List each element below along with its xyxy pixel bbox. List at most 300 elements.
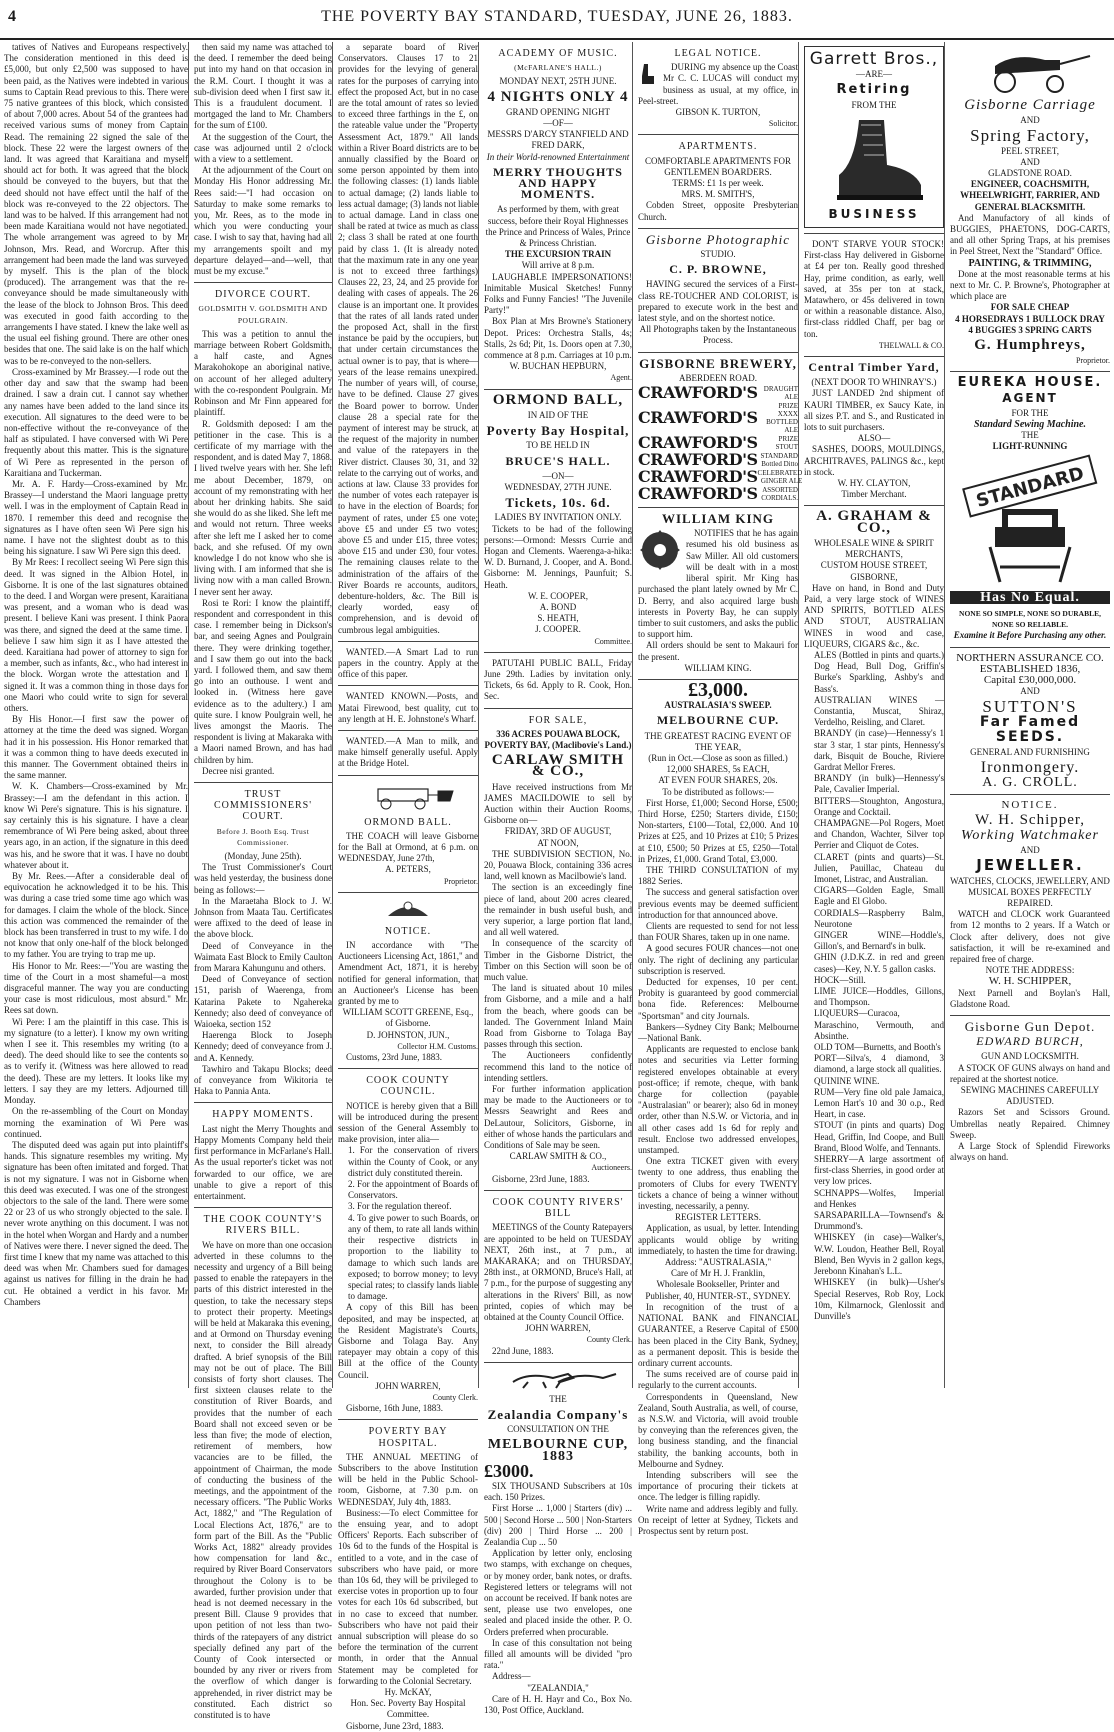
ad-signature: W. BUCHAN HEPBURN,	[509, 361, 607, 372]
ad-text: WATCHES, CLOCKS, JEWELLERY, AND MUSICAL BOXES PERFECTLY REPAIRED.	[950, 875, 1110, 908]
ad-banner: SEEDS.	[995, 728, 1065, 745]
ad-date: Gisborne, 16th June, 1883.	[346, 1403, 443, 1414]
ad-banner: Zealandia Company's	[487, 1406, 629, 1422]
ad-signature-title: Solicitor.	[768, 119, 798, 129]
ad-text: Standard Sewing Machine.	[974, 419, 1086, 431]
ad-text: First Horse, £1,000; Second Horse, £500; Third Horse, £250; Starters divide, £150; Non-starters, £100—Total, £2,000. And 10 Prizes at £25, and 10 Prizes at £10; 5 Prizes at £10, £500; 50 Prizes at £5, £250—Total in Prizes, £1,000. Grand Total, £3,000.	[638, 797, 798, 864]
list-item: 4. To give power to such Boards, or any of them, to rate all lands within their respective districts in proportion to the liability to damage to which such lands are exposed; to borrow money; to levy special rates; to classify lands liable to damage.	[348, 1212, 478, 1302]
sewing-machine-illustration-icon	[955, 457, 1105, 587]
newspaper-columns	[0, 42, 1114, 1731]
ad-text: FOR SALE CHEAP	[990, 302, 1070, 313]
classified-ad: WANTED.—A Smart Lad to run papers in the country. Apply at the office of this paper.	[338, 646, 478, 680]
ad-signature-title: County Clerk.	[586, 1335, 632, 1345]
divider	[338, 730, 478, 731]
ad-banner: Tickets, 10s. 6d.	[505, 495, 611, 511]
ad-text: Have on hand, in Bond and Duty Paid, a very large stock of WINES AND SPIRITS, BOTTLED ALES AND STOUT, AUSTRALIAN WINES in wood and case, LIQUEURS, CIGARS &c., &c.	[804, 582, 944, 649]
ad-text: All Photographs taken by the Instantaneous Process.	[639, 324, 797, 346]
classified-ad: PATUTAHI PUBLIC BALL, Friday June 29th. Ladies by invitation only. Tickets, 6s 6d. Apply to R. Cook, Hon. Sec.	[484, 657, 632, 702]
ad-text: PAINTING, & TRIMMING,	[968, 257, 1092, 269]
ad-text: The Auctioneers confidently recommend this land to the notice of intending settlers.	[484, 1050, 632, 1083]
ad-banner: Has No Equal.	[950, 591, 1110, 604]
ad-text: ALSO—	[857, 433, 891, 444]
ad-text: A good secures FOUR chances—not one only. The right of declining any particular subscription is reserved.	[638, 943, 798, 976]
ad-text: W. H. SCHIPPER,	[988, 975, 1072, 988]
ad-text: Wholesale Bookseller, Printer and Publisher, 40, HUNTER-ST., SYDNEY.	[645, 1279, 791, 1301]
ad-text: Application by letter only, enclosing two stamps, with exchange on cheques, or by money order, bank notes, or drafts. Registered letters or telegrams will not on account be received. If bank notes are sent, please use two envelopes, one sealed and placed inside the other. P. O. Orders preferred when procurable.	[484, 1548, 632, 1637]
ad-text: A Large Stock of Splendid Fireworks always on hand.	[950, 1141, 1110, 1163]
list-item: AUSTRALIAN WINES — Constantia, Muscat, Shiraz, Verdelho, Reisling, and Claret.	[814, 694, 944, 728]
list-item: CIGARS—Golden Eagle, Small Eagle and El Globo.	[814, 885, 944, 907]
committee-member: W. E. COOPER,	[528, 590, 588, 601]
ad-text: GUN AND LOCKSMITH.	[981, 1051, 1079, 1062]
ad-text: The land is situated about 10 miles from Gisborne, and a mile and a half from the beach, where goods can be landed. The Government Inland Main Road from Gisborne to Tolaga Bay passes through this section.	[484, 983, 632, 1050]
list-item: OLD TOM—Burnetts, and Booth's	[814, 1042, 941, 1053]
article-paragraph: (Monday, June 25th).	[224, 851, 302, 862]
divider	[194, 1102, 332, 1103]
ad-text: —ON—	[542, 470, 574, 481]
ad-text: AND	[1020, 115, 1040, 126]
committee-member: A. BOND	[539, 601, 577, 612]
ad-text: DON'T STARVE YOUR STOCK! First-class Hay delivered in Gisborne at £4 per ton. Really good threshed Hay, prime condition, as early, well saved, at 35s per ton at stack, Matawhero, or 45s delivered in town or within a reasonable distance. Also, first-class riddled Chaff, per bag or ton.	[804, 239, 944, 339]
divider	[950, 371, 1110, 372]
ad-text: MONDAY NEXT, 25TH JUNE.	[499, 76, 617, 87]
ad-signature-title: Collector H.M. Customs.	[397, 1041, 478, 1051]
ad-text: Box Plan at Mrs Browne's Stationery Depot. Prices: Orchestra Stalls, 4s; Stalls, 2s 6d; Pit, 1s. Doors open at 7.30, commence at 8 p.m. Carriages at 10 p.m.	[484, 316, 632, 361]
ad-text: In case of this consultation not being filled all amounts will be divided "pro rata."	[484, 1637, 632, 1671]
ad-text: Address: "AUSTRALASIA,"	[664, 1257, 772, 1268]
article-paragraph: By Mr. Rees.—After a considerable deal of equivocation he acknowledged it to be his. This was during a case tried some time ago which was for damages. I claim the whole of the block. Since this action was commenced the remainder of the block has been transferred in trust to my wife. I do not know that only one-half of the block belonged to my father. You are trying to trap me up.	[4, 871, 188, 960]
article-paragraph: On the re-assembling of the Court on Monday morning the examination of Wi Pere was continued.	[4, 1106, 188, 1139]
article-paragraph: His Honor to Mr. Rees:—"You are wasting the time of the Court in a most shameful—a most disgraceful manner. The way you are conducting your case is most ridiculous, most absurd." Mr. Rees sat down.	[4, 960, 188, 1016]
section-subheading: Before J. Booth Esq. Trust Commissioner.	[216, 826, 310, 847]
list-item: WHISKEY (in case)—Walker's, W.W. Loudon, Heather Bell, Royal Blend, Ben Wyvis in 2 gallon kegs, Jerebonn Kinahan's L.L.	[814, 1232, 944, 1277]
ad-text: NOTICE is hereby given that a Bill will be introduced during the present session of the General Assembly to make provision, inter alia—	[338, 1100, 478, 1145]
ad-text: —ARE—	[856, 69, 892, 80]
ad-signature: Hy. McKAY,	[384, 1687, 432, 1698]
ad-text: AND	[1020, 156, 1040, 167]
ad-text: FRIDAY, 3RD OF AUGUST,	[504, 826, 612, 837]
racehorse-icon	[498, 1368, 618, 1390]
article-paragraph: Decree nisi granted.	[202, 765, 275, 776]
ad-text: GENERAL AND FURNISHING	[970, 746, 1090, 757]
ad-banner: AGENT	[1002, 390, 1058, 405]
classified-ad: WANTED.—A Man to milk, and make himself generally useful. Apply at the Bridge Hotel.	[338, 735, 478, 769]
ad-text: In recognition of the trust of a NATIONAL BANK and FINANCIAL GUARANTEE, a Reserve Capital of £500 has been placed in the City Bank, Sydney, as a permanent deposit. This is beside the ordinary current accounts.	[638, 1301, 798, 1368]
ad-text: Razors Set and Scissors Ground. Umbrellas neatly Repaired. Chimney Sweep.	[950, 1107, 1110, 1140]
ad-signature-title: Timber Merchant.	[841, 489, 907, 500]
ad-text: As performed by them, with great success, before their Royal Highnesses the Prince and Princess of Wales, Prince & Princess Christian.	[485, 204, 631, 249]
divider	[484, 652, 632, 653]
ad-text: Cobden Street, opposite Presbyterian Church.	[638, 200, 798, 222]
list-item: CORDIALS—Raspberry Balm, Neurotone	[814, 907, 944, 929]
ad-heading: FOR SALE,	[528, 714, 588, 726]
ad-text: Done at the most reasonable terms at his next to Mr. C. P. Browne's, Photographer at which place are	[950, 268, 1110, 302]
list-item: SARSAPARILLA—Townsend's & Drummond's.	[814, 1210, 944, 1232]
ad-banner: BUSINESS	[828, 206, 920, 221]
ad-text: In their World-renowned Entertainment	[486, 151, 630, 162]
ad-text: ENGINEER, COACHSMITH, WHEELWRIGHT, FARRIER, AND GENERAL BLACKSMITH.	[960, 179, 1100, 212]
column-3	[338, 42, 479, 1731]
ad-text: NORTHERN ASSURANCE CO.	[956, 651, 1104, 664]
ad-text: 4 BUGGIES 3 SPRING CARTS	[968, 324, 1092, 335]
ad-text: THE EXCURSION TRAIN	[504, 249, 612, 260]
ad-text: SIX THOUSAND Subscribers at 10s each. 150 Prizes.	[484, 1480, 632, 1503]
article-paragraph: a separate board of River Conservators. Clauses 17 to 21 provides for the levying of general rates for the purposes of carrying into effect the proposed Act, but in no case are the total amount of rates so levied to exceed three farthings in the £, on the rateable value under the "Property Assessment Act, 1879." All lands within a River Board districts are to be annually classified by the Board or some person appointed by them into the following classes: (1) lands liable to actual damage; (2) lands liable to less actual damage; (3) lands not liable to actual damage. Land in class one shall be rated at twice as much as class 2; class 3 shall be rated at one fourth paid by class 1. (It is already noted that the maximum rate in any one year is not to exceed three farthings) Clauses 22, 23, 24, and 25 provide for dealing with cases of appeals. The 26 clause is an important one. It provides that the rates of all lands rated under the proposed Act, shall in the first instance be paid by the occupiers, but that under certain circumstances the actual owner is to pay, that is where—years of the lease remains unexpired. The number of years will, of course, have to be defined. Clause 27 gives the Board power to borrow. Under clause 28 a special rate for the payment of interest may be struck, at the request of the majority in number and value of the ratepayers in the River district. Clauses 30, 31, and 32 relate to the carrying out of works, and actions at law. Clause 33 provides for the number of votes each ratepayer is to have in the election of Boards; for payment of rates, under £5 one vote; above £5 and under £5 two votes; above £5 and under £15, three votes; above £15 and under £30, four votes. The remaining clauses relate to the administration of the affairs of the River Boards re accounts, auditors, debenture-holders, &c. The Bill is clearly worded, easy of comprehension, and is devoid of cumbrous legal ambiguities.	[338, 42, 478, 635]
crawford-brand: CRAWFORD'S	[638, 383, 758, 403]
ad-text: THE COACH will leave Gisborne for the Ball at Ormond, at 6 p.m. on WEDNESDAY, June 27th,	[338, 830, 478, 864]
ad-text: Capital £30,000,000.	[983, 673, 1077, 686]
product-name: PRIZE STOUT	[775, 435, 798, 452]
pointing-hand-icon	[638, 62, 660, 88]
article-paragraph: By His Honor.—I first saw the power of attorney at the time the deed was signed. Worgan had it in his possession. His Honor remarked that it was a common thing to have deeds executed in this manner. The Government obtained theirs in the same manner.	[4, 714, 188, 781]
committee-member: J. COOPER.	[535, 624, 581, 635]
list-item: CLARET (pints and quarts)—St. Julien, Pauillac, Chateau du Imonet, Listrac, and Australian.	[814, 851, 944, 884]
article-paragraph: Wi Pere: I am the plaintiff in this case. This is my signature (to a letter). I know my own writing when I see it. This resembles my writing (to a deed). The deed should like to see the contents so as to verify it. (Witness was here allowed to read the deed). These are my letters. It looks like my letters. I say they are my letters. Adjourned till Monday.	[4, 1016, 188, 1106]
ad-text: Intending subscribers will see the importance of procuring their tickets at once. The ledger is filling rapidly.	[638, 1469, 798, 1503]
divider	[338, 892, 478, 893]
ad-date: 22nd June, 1883.	[492, 1345, 554, 1356]
ad-text: LADIES BY INVITATION ONLY.	[494, 512, 622, 523]
ad-subheading: (McFARLANE'S HALL.)	[514, 63, 602, 73]
list-item: PORT—Silva's, 4 diamond, 3 diamond, a large stock all qualities.	[814, 1053, 944, 1075]
ad-text: The success and general satisfaction over previous events may be deemed sufficient introduction for that announced above.	[638, 887, 798, 920]
ad-text: Next Parnell and Boylan's Hall, Gladstone Road.	[950, 987, 1110, 1009]
ad-text: The section is an exceedingly fine piece of land, about 200 acres cleared, the remainder in bush useful bush, and very superior, a large portion flat land, and all well watered.	[484, 882, 632, 938]
crawford-brand: CRAWFORD'S	[638, 450, 758, 470]
divider	[338, 1068, 478, 1069]
ad-text: One extra TICKET given with every twenty to one address, thus enabling the promoters of Clubs for every TWENTY tickets a chance of being a winner without investing, necessarily, a penny.	[638, 1156, 798, 1212]
ad-text: MEETINGS of the County Ratepayers are appointed to be held on TUESDAY NEXT, 26th inst., at 7 p.m., at MAKARAKA; and on THURSDAY, 28th inst., at ORMOND, Bruce's Hall, at 7 p.m., for the purpose of suggesting any alterations in the Rivers' Bill, as now printed, copies of which may be obtained at the County Council Office.	[484, 1222, 632, 1322]
ad-text: TO BE HELD IN	[526, 440, 590, 451]
ad-banner: EDWARD BURCH,	[976, 1034, 1084, 1049]
ad-date: Customs, 23rd June, 1883.	[346, 1052, 443, 1063]
divider	[194, 782, 332, 783]
ad-text: HAVING secured the services of a First-class RE-TOUCHER AND COLORIST, is prepared to execute work in the best and latest style, and on the shortest notice.	[638, 279, 798, 324]
ad-text: To be distributed as follows:—	[662, 786, 774, 797]
ad-text: NOTE THE ADDRESS:	[985, 965, 1075, 976]
prize-amount: £3,000.	[688, 678, 748, 701]
ad-text: Deducted for expenses, 10 per cent. Probity is guaranteed by good commercial bona fide. References: Melbourne "Sportsman" and city Journals.	[638, 977, 798, 1021]
ad-text: IN AID OF THE	[527, 409, 589, 420]
column-7	[950, 42, 1110, 1388]
ad-text: CONSULTATION ON THE	[507, 1424, 609, 1435]
ad-text: PEEL STREET,	[1001, 145, 1059, 156]
ad-text: WILLIAM SCOTT GREENE, Esq., of Gisborne.	[342, 1007, 474, 1029]
article-paragraph: The disputed deed was again put into plaintiff's hands. This signature resembles my writing. My signature has been often imitated and forged. That is not my signature. I was not in Gisborne when this deed was executed. I was one of the strongest objectors to the sale of the land. There were some 22 or 23 of us who strongly objected to the sale. I never wrote anything on this document. I was not in the hotel when Worgan and Hardy and a number of Natives were there. I never signed the deed. The first time I knew that my name was attached to this deed was when Mr. Chambers sued for damages against us natives for filling in the drain he had cut. He obtained a verdict in his favor. Mr Chambers	[4, 1139, 188, 1307]
ad-text: ESTABLISHED 1836,	[979, 662, 1081, 675]
ad-signature-title: Proprietor.	[444, 876, 478, 886]
ad-text: All orders should be sent to Makauri for the present.	[638, 640, 798, 662]
ad-signature: A. PETERS,	[385, 864, 431, 875]
ad-banner: WILLIAM KING	[661, 511, 775, 527]
list-item: 3. For the regulation thereof.	[348, 1201, 452, 1212]
ad-text: NOTICE.	[1001, 798, 1059, 811]
column-2	[194, 42, 333, 1721]
divider	[194, 1207, 332, 1208]
boot-illustration-icon	[819, 115, 929, 205]
list-item: STOUT (in pints and quarts) Dog Head, Griffin, Ind Coope, and Bull Brand, Blood Wolfe, and Tennants.	[814, 1120, 944, 1153]
ad-text: IN accordance with "The Auctioneers Licensing Act, 1861," and Amendment Act, 1871, it is hereby notified for general information, that an Auctioneer's License has been granted by me to	[338, 940, 478, 1007]
article-paragraph: We have on more than one occasion adverted in these columns to the necessity and urgency of a Bill being passed to enable the ratepayers in the parts of this district interested in the question, to take the necessary steps to protect their property. Meetings will be held at Makaraka this evening, and at Ormond on Thursday evening next, to consider the Bill already drafted. A brief synopsis of the Bill may not be out of place. The Bill consists of forty short clauses. The first sixteen clauses relate to the constitution of River Boards, and provides that the number of each Board shall not exceed seven or be less than five; the mode of election, retirement of members, how vacancies are to be filled, the appointment of Chairman, the mode of conducting the business of the meetings, and the appointment of the necessary officers. "The Public Works Act, 1882," and "The Regulation of Local Elections Act, 1876," are to form part of the Bill. As the "Public Works Act, 1882" already provides how compensation for land &c., required by River Board Conservators throughout the Colony is to be awarded, further provision under that head is not deemed necessary in the present Bill. Clause 9 provides that upon petition of not less than two-thirds of the ratepayers of any district specially defined any part of the County of Cook intersected or bounded by any river or rivers from the overflow of which danger is apprehended, in river district may be constituted. Each district so constituted is to have	[194, 1239, 332, 1721]
ad-text: And Manufactory of all kinds of BUGGIES, PHAETONS, DOG-CARTS, and all other Spring Traps, at his premises in Peel Street, Next the "Standard" Office.	[950, 212, 1110, 257]
list-item: HOCK—Still.	[814, 974, 866, 985]
list-item: BRANDY (in case)—Hennessy's 1 star 3 star, 1 star pints, Hennessy's dark, Bisquit de Bouche, Riviere Gardrat Mellor Freres.	[814, 728, 944, 772]
divider	[338, 685, 478, 686]
ad-text: (Run in Oct.—Close as soon as filled.)	[648, 752, 788, 763]
ad-text: Address—	[492, 1671, 531, 1682]
svg-text:STANDARD: STANDARD	[974, 462, 1087, 512]
article-paragraph: then said my name was attached to the deed. I remember the deed being put into my hand on that occasion in the R.M. Court. I thought it was a sub-division deed when I first saw it. This is a fraudulent document. I mortgaged the land to Mr. Chambers for the sum of £100.	[194, 42, 332, 131]
article-paragraph: The Trust Commissioner's Court was held yesterday, the business done being as follows:—	[194, 862, 332, 895]
ad-banner: JEWELLER.	[976, 856, 1084, 875]
ad-banner: Garrett Bros.,	[809, 49, 939, 69]
list-item: SCHNAPPS—Wolfes, Imperial and Henkes	[814, 1187, 944, 1209]
ad-text: REGISTER LETTERS.	[675, 1212, 761, 1223]
ad-banner: G. Humphreys,	[974, 337, 1086, 354]
section-heading: TRUST COMMISSIONERS' COURT.	[213, 789, 313, 823]
divider	[338, 641, 478, 642]
divider	[338, 775, 478, 776]
ad-banner: Gisborne Carriage	[964, 97, 1096, 113]
ad-banner: W. H. Schipper,	[974, 811, 1086, 828]
list-item: WHISKEY (in bulk)—Usher's Special Reserves, Rob Roy, Lock 10m, Kilmarnock, Glenlossit and Dunville's	[814, 1277, 944, 1321]
ad-banner: Central Timber Yard,	[808, 360, 940, 375]
ad-banner: A. G. CROLL.	[982, 775, 1078, 791]
ad-banner: EUREKA HOUSE.	[957, 375, 1103, 391]
ad-text: MESSRS D'ARCY STANFIELD AND FRED DARK,	[487, 129, 629, 151]
ad-signature: JOHN WARREN,	[375, 1380, 441, 1391]
ad-heading: ACADEMY OF MUSIC.	[498, 48, 618, 59]
ad-text: WHOLESALE WINE & SPIRIT MERCHANTS,	[814, 537, 934, 560]
ad-text: THE SUBDIVISION SECTION, No. 20, Pouawa Block, containing 336 acres land, well known as Macilbowie's land.	[484, 848, 632, 882]
list-item: BITTERS—Stoughton, Angostura, Orange and Cocktail.	[814, 795, 944, 817]
ad-banner: Poverty Bay Hospital,	[486, 423, 630, 439]
crawford-row	[638, 402, 798, 434]
ad-text: ABERDEEN ROAD.	[679, 372, 757, 383]
ad-signature: THELWALL & CO.	[878, 340, 944, 350]
classified-ad: WANTED KNOWN.—Posts, and Matai Firewood, best quality, cut to any length at H. E. Johnstone's Wharf.	[338, 691, 478, 724]
ad-text: Business:—To elect Committee for the ensuing year, and to adopt Officers' Reports. Each subscriber of 10s 6d to the funds of the Hospital is entitled to a vote, and in the case of subscribers who have paid, or more than 10s 6d, they will be privileged to exercise votes in proportion up to four votes for each 10s 6d subscribed, but in no case to exceed that number. Subscribers who have not paid their annual subscription will please do so before the termination of the current month, in order that the Annual Statement may be completed for forwarding to the Colonial Secretary.	[338, 1507, 478, 1686]
ad-text: FROM THE	[851, 99, 897, 110]
product-name: DRAUGHT ALE	[763, 385, 798, 402]
article-paragraph: In the Maraetaha Block to J. W. Johnson from Maata Tau. Certificates were affixed to the deed of lease in the above block.	[194, 895, 332, 940]
article-paragraph: Cross-examined by Mr Brassey.—I rode out the other day and saw that the swamp had been drained. I saw a drain cut. I cannot say whether any names have been added to the land since its execution. All signatures to the deed were to be non-effective without the re-conveyance of the half as stipulated. I have conversed with Wi Pere frequently about this matter. This is the signature of Wi Pere as represented in the person of Karaitiana and Tuckerman.	[4, 366, 188, 478]
ad-signature-title: Committee.	[594, 636, 632, 646]
crawford-row	[638, 452, 798, 468]
ad-text: —OF—	[543, 118, 573, 129]
divider	[338, 1419, 478, 1420]
divider	[950, 647, 1110, 648]
ad-text: TERMS: £1 1s per week.	[672, 178, 764, 189]
ad-heading: ORMOND BALL.	[364, 816, 452, 828]
article-paragraph: Haerenga Block to Joseph Kennedy; deed of conveyance from J. and A. Kennedy.	[194, 1030, 332, 1063]
crawford-brand: CRAWFORD'S	[638, 433, 758, 453]
article-paragraph: Rosi te Rori: I know the plaintiff, respondent and correspondent in this case. I remember being in Dickson's bar, and seeing Agnes and Poulgrain there. They were drinking together, and I saw them go out into the back yard. I followed them, and saw them go into an outhouse. I went and looked in. (Witness here gave evidence as to the adultery.) I am quite sure. I know Poulgrain well, he lives amongst the Maoris. The respondent is living at Makaraka with a Maori named Brown, and has had children by him.	[194, 597, 332, 765]
ad-banner: Far Famed	[979, 713, 1081, 730]
article-paragraph: At the adjournment of the Court on Monday His Honor addressing Mr. Rees said:—"I had occasion on Saturday to make some remarks to you, Mr. Rees, as to the mode in which you were conducting your case. I wish to say that, having had all my arrangements spoilt and my departure delayed—and—well, that must be my excuse."	[194, 165, 332, 277]
ad-text: Examine it Before Purchasing any other.	[953, 630, 1107, 641]
ad-banner: ORMOND BALL,	[492, 391, 624, 408]
list-item: ALES (Bottled in pints and quarts.) Dog Head, Bull Dog, Griffin's Burke's Sparkling, Ashby's and Bass's.	[814, 649, 944, 694]
article-paragraph: Deed of Conveyance in the Waimata East Block to Emily Caulton from Marara Kahungunu and others.	[194, 940, 332, 974]
ad-text: AT EVEN FOUR SHARES, 20s.	[658, 775, 778, 786]
ad-banner: MERRY THOUGHTS AND HAPPY MOMENTS.	[493, 164, 623, 202]
ad-banner: A. GRAHAM & CO.,	[816, 508, 932, 536]
ad-date: Gisborne, 23rd June, 1883.	[492, 1173, 590, 1184]
ad-text: MRS. M. SMITH'S,	[681, 189, 755, 200]
ad-text: Tickets to be had of the following persons:—Ormond: Messrs Currie and Hogan and Clements. Waerenga-a-hika: W. D. Burnand, J. Cooper, and A. Bond. Gisborne: M. Jennings, Paunfuit; S. Heath.	[484, 523, 632, 590]
crawford-brand: CRAWFORD'S	[638, 467, 758, 487]
ad-banner: Working Watchmaker	[961, 827, 1099, 843]
ad-text: AUSTRALASIA'S SWEEP.	[664, 700, 772, 711]
column-5	[638, 42, 803, 1536]
masthead	[0, 0, 1114, 40]
ad-banner: Ironmongery.	[980, 759, 1080, 777]
prize-amount: £3000.	[484, 1460, 534, 1481]
ad-text: Will arrive at 8 p.m.	[521, 260, 595, 271]
ad-signature-title: Hon. Sec. Poverty Bay Hospital Committee.	[350, 1698, 466, 1720]
ad-text: Write name and address legibly and fully. On receipt of letter at Sydney, Tickets and Prospectus sent by return post.	[638, 1503, 798, 1536]
article-paragraph: By Mr Rees: I recollect seeing Wi Pere sign this deed. It was signed in the Albion Hotel, in Gisborne. It is one of the last signatures obtained to the deed. I and Worgan were present, Karaitiana was present, and a woman who is dead was present. I believe Kani was present. I think Paora was there, and signed the deed at the same time. I believe I saw him sign it as I have attested the deed. Karaitiana had power of attorney to sign for a member, such as infants, &c., who had interest in the block. Worgan wrote the attestation and I signed it. It was a common thing in those days for one Maori who could write to sign for several others.	[4, 557, 188, 713]
ad-banner: GISBORNE BREWERY,	[639, 355, 797, 371]
article-paragraph: At the suggestion of the Court, the case was adjourned until 2 o'clock with a view to a settlement.	[194, 131, 332, 165]
list-item: RUM—Very fine old pale Jamaica, Lemon Hart's 10 and 30 o.p., Red Heart, in case.	[814, 1086, 944, 1120]
ad-text: (NEXT DOOR TO WHINRAY'S.)	[811, 377, 937, 388]
ad-text: A copy of this Bill has been deposited, and may be inspected, at the Resident Magistrate's Courts, Gisborne and Tolaga Bay. Any ratepayer may obtain a copy of this Bill at the office of the County Council.	[338, 1302, 478, 1380]
list-item: LIQUEURS—Curacoa, Maraschino, Vermouth, and Absinthe.	[814, 1008, 944, 1041]
divider	[804, 356, 944, 357]
product-name: PRIZE XXXX BOTTLED ALE	[766, 402, 798, 435]
ad-text: THE	[549, 1393, 567, 1404]
ad-text: STUDIO.	[700, 249, 736, 260]
divider	[484, 389, 632, 390]
ad-text: "ZEALANDIA,"	[527, 1682, 589, 1693]
ad-signature-title: Proprietor.	[1076, 356, 1110, 366]
ad-signature-title: Agent.	[610, 373, 632, 383]
divider	[194, 282, 332, 283]
divider	[638, 228, 798, 229]
article-paragraph: R. Goldsmith deposed: I am the petitioner in the case. This is a certificate of my marriage with the respondent, and is dated May 7, 1868. I lived twelve years with her. She left me about December, 1879, on account of my remonstrating with her about her drinking habits. She said she would do as she liked. She left me and would not return. Three weeks after she left me I asked her to come back, and she refused. Of my own knowledge I do not know who she is living with. I am informed that she is living now with a man called Brown. I never sent her away.	[194, 418, 332, 597]
ad-heading: POVERTY BAY HOSPITAL.	[368, 1426, 448, 1449]
ad-text: Have received instructions from Mr JAMES MACILDOWIE to sell by Auction within their Auction Rooms, Gisborne on—	[484, 781, 632, 826]
ad-banner: 4 NIGHTS ONLY 4	[487, 88, 629, 105]
ad-signature: JOHN WARREN,	[525, 1323, 591, 1334]
article-paragraph: Mr. A. F. Hardy—Cross-examined by Mr. Brassey—I understand the Maori language pretty well. I was in the employment of Captain Read in 1870. I remember this deed and recognise the signatures as I have often seen Wi Pere sign his name. I have not the slightest doubt as to this being his signature. I saw Wi Pere sign this deed.	[4, 478, 188, 557]
ad-text: THE GREATEST RACING EVENT OF THE YEAR,	[644, 730, 792, 752]
ad-signature: GIBSON K. TURTON,	[675, 107, 761, 118]
crawford-brand: CRAWFORD'S	[638, 484, 758, 504]
saw-blade-icon	[638, 528, 682, 572]
list-item: 2. For the appointment of Boards of Conservators.	[348, 1179, 478, 1201]
column-4	[484, 42, 633, 1716]
ad-text: 12,000 SHARES, 5s EACH,	[666, 764, 770, 775]
article-paragraph: Deed of Conveyance of section 151, parish of Waerenga, from Katarina Pakete to Ngahereka Kennedy; also deed of conveyance of Waioeka, section 152	[194, 974, 332, 1030]
ad-banner: C. P. BROWNE,	[669, 262, 767, 277]
section-subheading: GOLDSMITH V. GOLDSMITH AND POULGRAIN.	[198, 304, 328, 325]
ad-signature-title: County Clerk.	[432, 1392, 478, 1402]
ad-heading: NOTICE.	[384, 925, 432, 937]
ad-date: Gisborne, June 23rd, 1883.	[346, 1720, 444, 1731]
ad-banner: BRUCE'S HALL.	[505, 453, 611, 468]
ad-text: SEWING MACHINES CAREFULLY ADJUSTED.	[960, 1085, 1100, 1107]
crawford-row	[638, 435, 798, 451]
ad-text: Care of H. H. Hayr and Co., Box No. 130, Post Office, Auckland.	[484, 1693, 632, 1716]
garrett-ad	[804, 46, 944, 228]
ad-text: AND	[1020, 845, 1040, 856]
ad-text: First Horse ... 1,000 | Starters (div) ... 500 | Second Horse ... 500 | Non-Starters (div) 200 | Third Horse ... 200 | Zealandia Cup ... 50	[484, 1503, 632, 1547]
product-name: STANDARD Bottled Ditto	[760, 452, 798, 469]
ad-text: A STOCK OF GUNS always on hand and repaired at the shortest notice.	[950, 1062, 1110, 1084]
ad-text: LAUGHABLE IMPERSONATIONS! Inimitable Musical Sketches! Funny Folks and Funny Fancies! "The Juvenile Party!"	[484, 271, 632, 316]
list-item: CHAMPAGNE—Pol Rogers, Moet and Chandon, Wachter, Silver top Perrier and Cliquot de Cotes.	[814, 817, 944, 851]
crawford-row	[638, 467, 803, 487]
crawford-row	[638, 385, 798, 401]
page-title: THE POVERTY BAY STANDARD, TUESDAY, JUNE 26, 1883.	[321, 8, 793, 25]
section-heading: THE COOK COUNTY'S RIVERS BILL.	[203, 1214, 323, 1237]
divider	[638, 352, 798, 353]
divider	[804, 505, 944, 506]
ad-text: WATCH and CLOCK work Guaranteed from 12 months to 2 years. If a Watch or Clock after delivery, does not give satisfaction, it will be re-examined and repaired free of charge.	[950, 909, 1110, 964]
ad-text: In consequence of the scarcity of Timber in the Gisborne District, the Timber on this Section will soon be of much value.	[484, 938, 632, 983]
ad-text: Clients are requested to send for not less than FOUR Shares, taken up in one name.	[638, 920, 798, 943]
coach-illustration-icon	[358, 781, 458, 811]
ad-banner: Retiring	[836, 82, 912, 98]
ad-text: THE	[1021, 430, 1039, 441]
article-paragraph: Last night the Merry Thoughts and Happy Moments Company held their first performance in McFarlane's Hall. As the usual reporter's ticket was not forwarded to our office, we are unable to give a report of this entertainment.	[194, 1123, 332, 1201]
ad-banner: CARLAW SMITH & CO.,	[491, 752, 625, 780]
crawford-brand: CRAWFORD'S	[638, 408, 758, 428]
ad-banner: MELBOURNE CUP, 1883	[487, 1437, 629, 1464]
ad-text: Application, as usual, by letter. Intending applicants would oblige by writing immediately, to hasten the time for drawing.	[638, 1223, 798, 1256]
list-item: 1. For the conservation of rivers within the County of Cook, or any district duly constituted therein.	[348, 1145, 478, 1178]
divider	[484, 708, 632, 709]
divider	[950, 1015, 1110, 1016]
ad-banner: Gisborne Photographic	[645, 231, 791, 247]
divider	[950, 794, 1110, 795]
carriage-illustration-icon	[965, 46, 1095, 96]
ad-banner: SUTTON'S	[982, 697, 1078, 717]
ad-text: Care of Mr H. J. Franklin,	[671, 1268, 765, 1279]
ad-text: DURING my absence up the Coast Mr C. C. LUCAS will conduct my business as usual, at my office, in Peel-street.	[638, 62, 798, 106]
ad-text: WEDNESDAY, 27TH JUNE.	[504, 481, 612, 492]
list-item: GHIN (J.D.K.Z. in red and green cases)—Key, N.Y. 5 gallon casks.	[814, 952, 944, 974]
ad-banner: Spring Factory,	[970, 126, 1090, 146]
ad-text: For further information application may be made to the Auctioneers or to Messrs Seawright and Rees and DeLautour, Solicitors, Gisborne, in either of whose hands the particulars and Conditions of Sale may be seen.	[484, 1084, 632, 1151]
ad-heading: LEGAL NOTICE.	[674, 48, 762, 59]
divider	[638, 507, 798, 508]
ad-banner: Gisborne Gun Depot.	[964, 1018, 1096, 1034]
article-paragraph: W. K. Chambers—Cross-examined by Mr. Brassey:—I am the defendant in this action. I know Wi Pere's signature. This is his signature. I say certainly this is his signature. I have a clear remembrance of Wi Pere being asked, about three years ago, in an action, if the signature in this deed was his, and he swore that it was. I have no doubt whatever about it.	[4, 781, 188, 870]
ad-banner: MELBOURNE CUP.	[656, 713, 780, 728]
ad-text: NONE SO SIMPLE, NONE SO DURABLE, NONE SO RELIABLE.	[959, 608, 1101, 630]
divider	[484, 1362, 632, 1363]
ad-text: NOTIFIES that he has again resumed his old business as Saw Miller. All old customers will be dealt with in a most liberal spirit. Mr King has purchased the plant lately owned by Mr C. D. Berry, and also acquired large bush interests in Poverty Bay, he can supply timber to suit customers, and asks the public to support him.	[638, 528, 798, 640]
ad-text: GLADSTONE ROAD.	[988, 168, 1072, 179]
article-paragraph: tatives of Natives and Europeans respectively. The consideration mentioned in this deed is £5,000, but only £2,500 was supposed to have been paid, as the Natives were indebted in various sums to Captain Read previous to this. There were 75 native grantees of this block, which consisted of about 7,000 acres. About 54 of the grantees had received various sums of money from Captain Read. The remaining 22 signed the sale of the block. These 22 were the largest owners of the land. It was agreed that Karaitiana and myself should act for both. It was agreed that the block should be conveyed to the buyers, but that the deed should not have effect until the half of the block was re-conveyed to the 22 objectors. The land was to be halved. If this arrangement had not been made Karaitiana would not have negotiated. The whole arrangement was agreed to by Mr Johnson, Mrs. Read, and Worcrup. After this arrangement had been made the land was surveyed by myself. This is the plan of the block (produced). The arrangement was that the re-conveyance should be made simultaneously with the lease of the block to Johnson Bros. This deed was executed in good faith according to the arrangements I have stated. I knew the lake well as the usual eel fishing ground. There are other ones besides that one. The said lake is on the half which was to be re-conveyed to the non-sellers.	[4, 42, 188, 366]
ad-signature: D. JOHNSTON, JUN.,	[366, 1029, 450, 1040]
article-paragraph: This was a petition to annul the marriage between Robert Goldsmith, a half caste, and Agnes Marakohokope an aboriginal native, on account of her alleged adultery with the co-respondent Poulgrain. Mr Robinson and Mr Finn appeared for plaintiff.	[194, 328, 332, 418]
ad-text: SASHES, DOORS, MOULDINGS, ARCHITRAVES, PALINGS &c., kept in stock.	[804, 444, 944, 477]
section-heading: HAPPY MOMENTS.	[212, 1109, 314, 1121]
ad-text: LIGHT-RUNNING	[992, 441, 1068, 452]
article-paragraph: Tawhiro and Takapu Blocks; deed of conveyance from Wikitoria te Haka to Pannia Anta.	[194, 1063, 332, 1097]
divider	[804, 233, 944, 234]
divider	[638, 134, 798, 135]
crawford-row	[638, 486, 798, 502]
ad-text: Correspondents in Queensland, New Zealand, South Australia, as well, of course, as N.S.W. and Victoria, will avoid trouble by conveying than the references given, the long business standing, and the financial stability, the banking accounts, both in Melbourne and Sydney.	[638, 1391, 798, 1469]
list-item: QUININE WINE.	[814, 1075, 880, 1086]
list-item: BRANDY (in bulk)—Hennessy's Pale, Cavalier Imperial.	[814, 773, 944, 795]
